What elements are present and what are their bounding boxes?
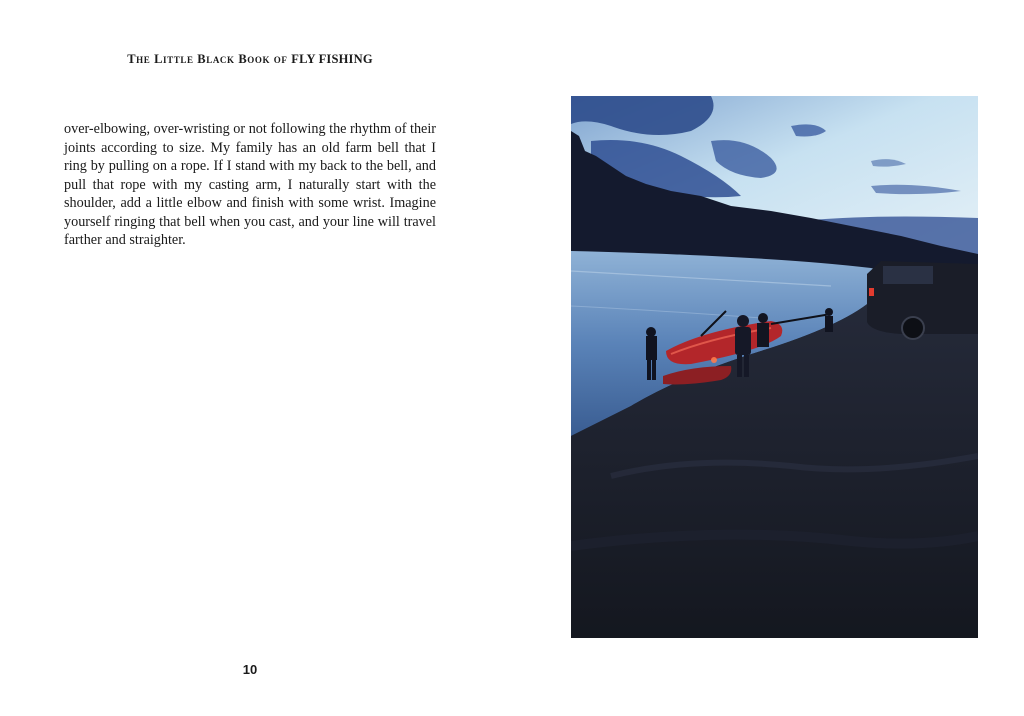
running-head [60,52,440,67]
river-dusk-photo [571,96,978,638]
vehicle-taillight [869,288,874,296]
running-head-prefix: The Little Black Book of [127,52,288,66]
right-page [512,0,1024,716]
page-number: 10 [242,662,258,677]
person-right [757,313,769,347]
person-far [825,308,833,332]
vehicle-window [883,266,933,284]
headlamp-glow [711,357,717,363]
body-paragraph: over-elbowing, over-wristing or not following the rhythm of their joints according to size. My family has an old farm bell that I ring by pulling on a rope. If I stand with my back to the bell, and pull that rope with my casting arm, I naturally start with the shoulder, add a little elbow and finish with some wrist. Imagine yourself ringing that bell when you cast, and your line will travel farther and straighter. [64,121,436,248]
running-head-title: FLY FISHING [291,52,373,66]
vehicle-wheel [902,317,924,339]
